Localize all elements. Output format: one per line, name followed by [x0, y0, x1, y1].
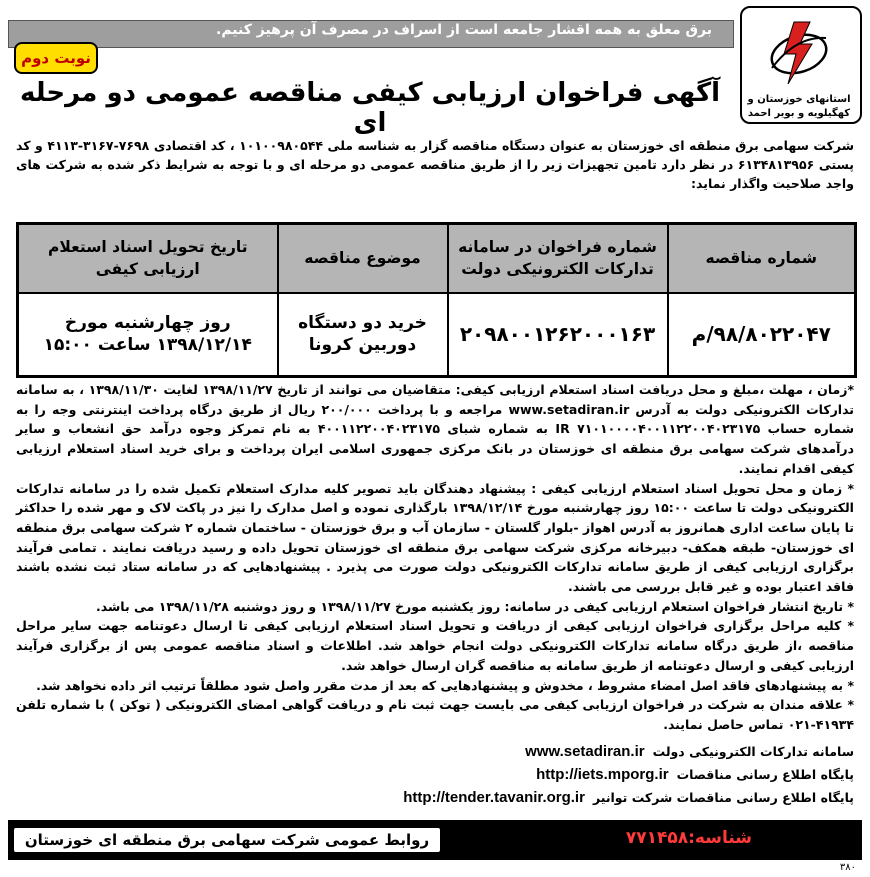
- list-item: [334, 740, 854, 763]
- page-title: آگهی فراخوان ارزیابی کیفی مناقصه عمومی دو مرحله ای: [20, 78, 720, 138]
- cell-subject: خرید دو دستگاه دوربین کرونا: [278, 293, 448, 377]
- power-company-logo-icon: [766, 16, 832, 90]
- notice-id-label: شناسه:: [688, 828, 752, 848]
- tender-table: [16, 222, 857, 378]
- link-label-tavanir: پایگاه اطلاع رسانی مناقصات شرکت توانیر: [592, 790, 854, 805]
- list-item: [334, 763, 854, 786]
- logo-caption-line2: کهگیلویه و بویر احمد: [747, 108, 851, 119]
- company-logo: [740, 6, 862, 124]
- intro-paragraph: شرکت سهامی برق منطقه ای خوزستان به عنوان دستگاه مناقصه گزار به شناسه ملی ۱۰۱۰۰۹۸۰۵۴۴ ، کد اقتصادی ۷۶۹۸-۳۱۶۷-۴۱۱۳ و کد پستی ۶۱۳۴۸۱۳۹۵۶ در نظر دارد تامین تجهیزات زیر را از طریق مناقصه عمومی دو مرحله ای و با توجه به شرایط ذکر شده به شرکت های واجد صلاحیت واگذار نماید:: [16, 138, 854, 191]
- page-number: ۳۸۰: [839, 862, 856, 873]
- link-setadiran[interactable]: www.setadiran.ir: [525, 743, 645, 760]
- paragraph-document-purchase: *زمان ، مهلت ،مبلغ و محل دریافت اسناد استعلام ارزیابی کیفی: متقاضیان می توانند از تاریخ ۱۳۹۸/۱۱/۲۷ لغایت ۱۳۹۸/۱۱/۳۰ ، به سامانه تدارکات الکترونیکی دولت به آدرس www.setadiran.ir مراجعه و با پرداخت ۲۰۰/۰۰۰ ریال از طریق درگاه پرداخت اینترنتی وجه را به شماره حساب IR ۷۱۰۱۰۰۰۰۴۰۰۱۱۲۲۰۰۴۰۲۳۱۷۵ به شماره شبای ۴۰۰۱۱۲۲۰۰۴۰۲۳۱۷۵ به نام تمرکز وجوه درآمد حق انشعاب و سایر درآمدهای شرکت سهامی برق منطقه ای خوزستان در بانک مرکزی جمهوری اسلامی ایران پرداخت و برای خرید اسناد استعلام ارزیابی کیفی اقدام نمایند.: [16, 382, 855, 476]
- link-label-iets: پایگاه اطلاع رسانی مناقصات: [676, 767, 854, 782]
- public-relations-label: روابط عمومی شرکت سهامی برق منطقه ای خوزستان: [12, 826, 442, 854]
- column-header-tender-number: شماره مناقصه: [668, 224, 856, 293]
- list-item: [334, 786, 854, 809]
- paragraph-process-stages: * کلیه مراحل برگزاری فراخوان ارزیابی کیفی از دریافت و تحویل اسناد استعلام ارزیابی کیفی تا ارسال دعوتنامه جهت سایر مراحل مناقصه ،از طریق درگاه سامانه تدارکات الکترونیکی دولت انجام خواهد شد. اطلاعات و اسناد مناقصه عمومی پس از برگزاری فرآیند ارزیابی کیفی و ارسال دعوتنامه از طریق سامانه به مناقصه گران ارسال خواهد شد.: [16, 618, 854, 673]
- link-tavanir[interactable]: http://tender.tavanir.org.ir: [403, 789, 585, 806]
- header: [8, 6, 862, 138]
- column-header-subject: موضوع مناقصه: [278, 224, 448, 293]
- paragraph-invalid-bids: * به پیشنهادهای فاقد اصل امضاء مشروط ، مخدوش و پیشنهادهایی که بعد از مدت مقرر واصل شود مطلقاً ترتیب اثر داده نخواهد شد.: [36, 677, 854, 693]
- conditions-section: [16, 380, 854, 735]
- table-header-row: [18, 224, 856, 293]
- notice-id-value: ۷۷۱۴۵۸: [625, 828, 689, 848]
- column-header-delivery-date: تاریخ تحویل اسناد استعلام ارزیابی کیفی: [18, 224, 278, 293]
- logo-caption-line1: استانهای خوزستان و: [747, 94, 851, 105]
- edition-badge: نوبت دوم: [14, 42, 98, 74]
- cell-tender-number: ۹۸/۸۰۲۲۰۴۷/م: [668, 293, 856, 377]
- cell-delivery-date: روز چهارشنبه مورخ ۱۳۹۸/۱۲/۱۴ ساعت ۱۵:۰۰: [18, 293, 278, 377]
- paragraph-document-delivery: * زمان و محل تحویل اسناد استعلام ارزیابی کیفی : پیشنهاد دهندگان باید تصویر کلیه مدارک استعلام تکمیل شده را در سامانه تدارکات الکترونیکی دولت تا ساعت ۱۵:۰۰ روز چهارشنبه مورخ ۱۳۹۸/۱۲/۱۴ بارگذاری نموده و اصل مدارک را نیز در پاکت لاک و مهر شده را حداکثر تا پایان ساعت اداری همانروز به آدرس اهواز -بلوار گلستان - سازمان آب و برق خوزستان - ساختمان شماره ۲ شرکت سهامی برق منطقه ای خوزستان- طبقه همکف- دبیرخانه مرکزی شرکت سهامی برق منطقه ای خوزستان تحویل داده و رسید دریافت نمایند . تمامی فرآیند برگزاری ارزیابی کیفی از طریق سامانه تدارکات الکترونیکی دولت صورت می پذیرد . پیشنهادهایی که در سامانه ستاد ثبت نشده باشند فاقد اعتبار بوده و غیر قابل بررسی می باشند.: [16, 480, 855, 595]
- slogan: برق معلق به همه اقشار جامعه است از اسراف در مصرف آن پرهیز کنیم.: [216, 22, 712, 38]
- link-iets[interactable]: http://iets.mporg.ir: [536, 766, 669, 783]
- paragraph-publish-date: * تاریخ انتشار فراخوان استعلام ارزیابی کیفی در سامانه: روز یکشنبه مورخ ۱۳۹۸/۱۱/۲۷ و روز دوشنبه ۱۳۹۸/۱۱/۲۸ می باشد.: [95, 598, 854, 614]
- table-row: [18, 293, 856, 377]
- paragraph-token-registration: * علاقه مندان به شرکت در فراخوان ارزیابی کیفی می بایست جهت ثبت نام و دریافت گواهی امضای الکترونیکی ( توکن ) با شماره تلفن ۴۱۹۳۴-۰۲۱ تماس حاصل نمایند.: [16, 697, 854, 732]
- links-list: [334, 740, 854, 809]
- column-header-call-number: شماره فراخوان در سامانه تدارکات الکترونیکی دولت: [448, 224, 668, 293]
- cell-call-number: ۲۰۹۸۰۰۱۲۶۲۰۰۰۱۶۳: [448, 293, 668, 377]
- link-label-setadiran: سامانه تدارکات الکترونیکی دولت: [652, 744, 854, 759]
- notice-id: [462, 828, 752, 848]
